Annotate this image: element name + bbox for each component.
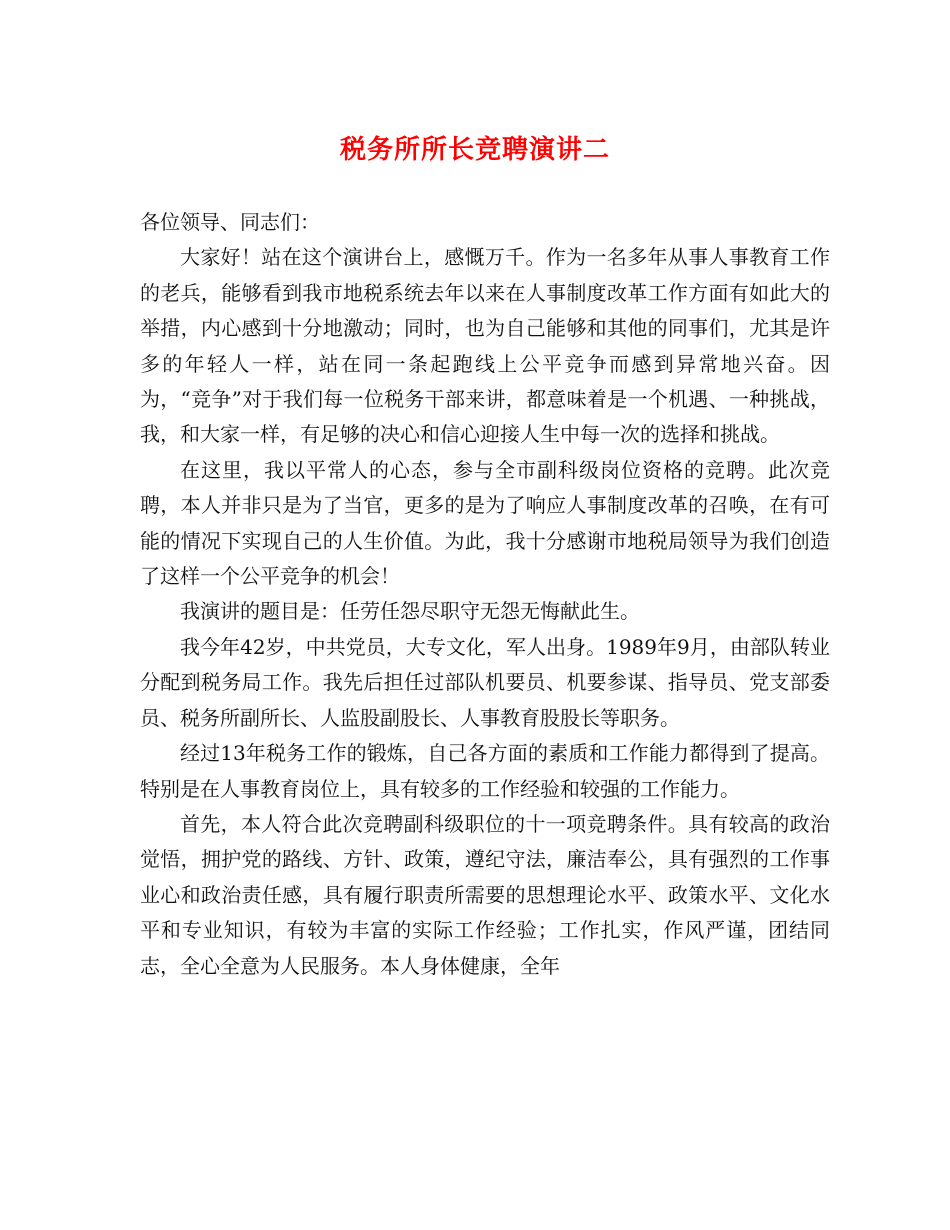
document-title: 税务所所长竞聘演讲二	[339, 135, 610, 165]
paragraph-work-experience: 经过13年税务工作的锻炼，自己各方面的素质和工作能力都得到了提高。特别是在人事教育岗位上，具有较多的工作经验和较强的工作能力。	[140, 741, 830, 801]
paragraph-speech-topic: 我演讲的题目是：任劳任怨尽职守无怨无悔献此生。	[180, 599, 640, 624]
paragraph-personal-background: 我今年42岁，中共党员，大专文化，军人出身。1989年9月，由部队转业分配到税务局工作。我先后担任过部队机要员、机要参谋、指导员、党支部委员、税务所副所长、人监股副股长、人事教育股股长等职务。	[140, 634, 830, 730]
paragraph-qualifications: 首先，本人符合此次竞聘副科级职位的十一项竞聘条件。具有较高的政治觉悟，拥护党的路线、方针、政策，遵纪守法，廉洁奉公，具有强烈的工作事业心和政治责任感，具有履行职责所需要的思想理论水平、政策水平、文化水平和专业知识，有较为丰富的实际工作经验；工作扎实，作风严谨，团结同志，全心全意为人民服务。本人身体健康，全年	[140, 811, 830, 978]
document-body	[140, 205, 830, 984]
paragraph-motivation: 在这里，我以平常人的心态，参与全市副科级岗位资格的竞聘。此次竞聘，本人并非只是为了当官，更多的是为了响应人事制度改革的召唤，在有可能的情况下实现自己的人生价值。为此，我十分感谢市地税局领导为我们创造了这样一个公平竞争的机会！	[140, 457, 830, 589]
salutation: 各位领导、同志们：	[140, 210, 320, 234]
paragraph-greeting: 大家好！站在这个演讲台上，感慨万千。作为一名多年从事人事教育工作的老兵，能够看到我市地税系统去年以来在人事制度改革工作方面有如此大的举措，内心感到十分地激动；同时，也为自己能够和其他的同事们，尤其是许多的年轻人一样，站在同一条起跑线上公平竞争而感到异常地兴奋。因为，“竞争”对于我们每一位税务干部来讲，都意味着是一个机遇、一种挑战，我，和大家一样，有足够的决心和信心迎接人生中每一次的选择和挑战。	[140, 245, 830, 447]
